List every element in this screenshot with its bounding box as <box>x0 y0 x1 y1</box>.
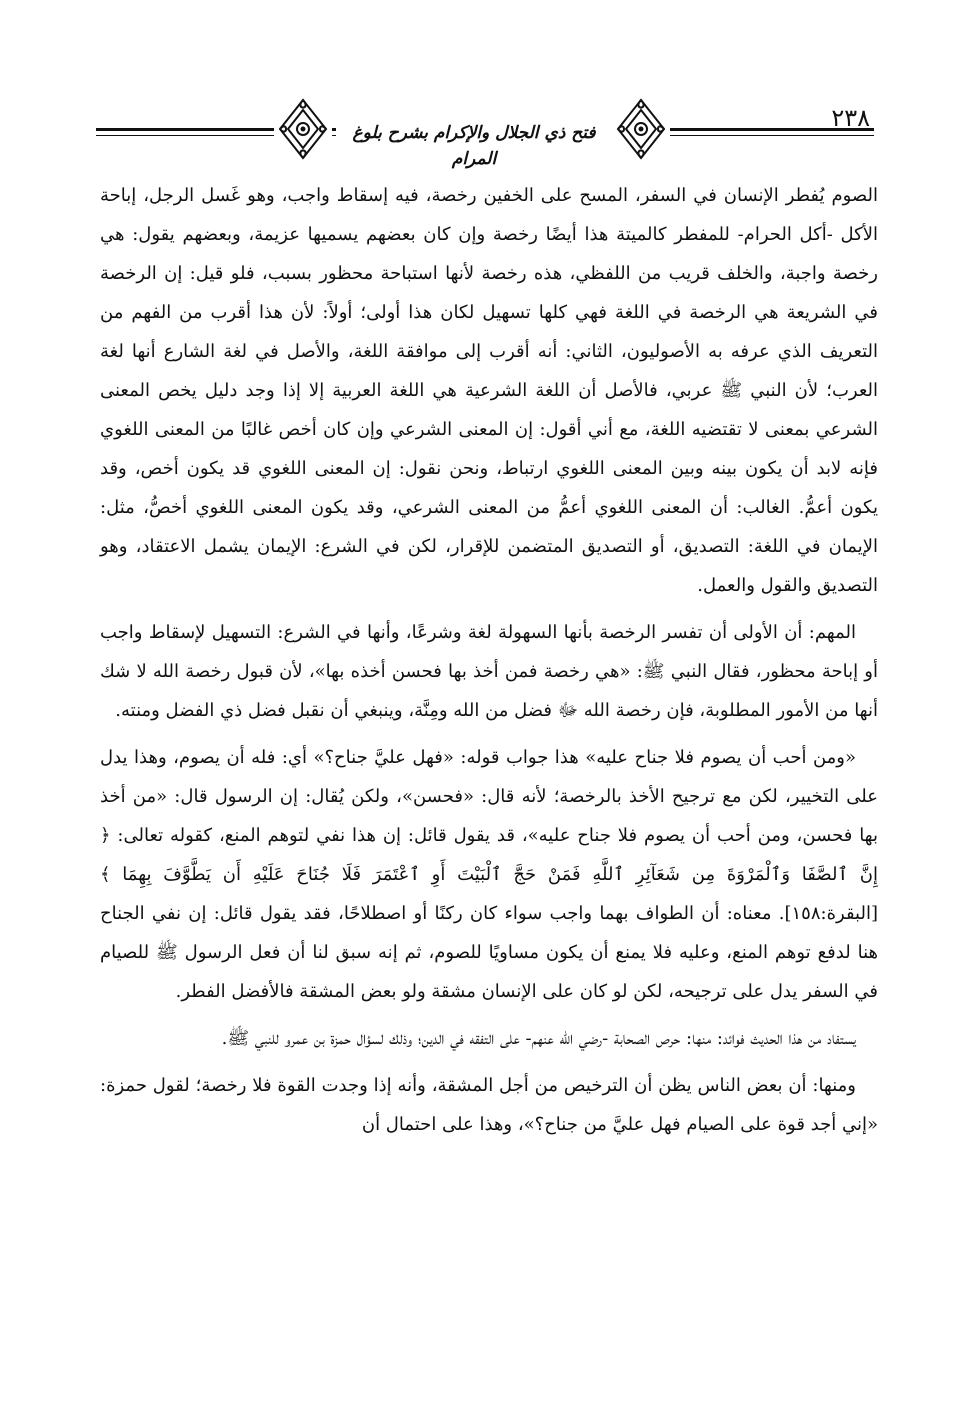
paragraph: المهم: أن الأولى أن تفسر الرخصة بأنها السهولة لغة وشرعًا، وأنها في الشرع: التسهيل لإسقاط واجب أو إباحة محظور، فقال النبي ﷺ: «هي رخصة فمن أخذ بها فحسن أخذه بها»، لأن قبول رخصة الله لا شك أنها من الأمور المطلوبة، فإن رخصة الله ﷻ فضل من الله ومِنَّة، وينبغي أن نقبل فضل ذي الفضل ومنته. <box>100 622 878 721</box>
book-title: فتح ذي الجلال والإكرام بشرح بلوغ المرام <box>336 120 612 172</box>
ornament-icon <box>274 96 332 162</box>
running-header <box>96 84 874 169</box>
paragraph: «ومن أحب أن يصوم فلا جناح عليه» هذا جواب قوله: «فهل عليَّ جناح؟» أي: فله أن يصوم، وهذا يدل على التخيير، لكن مع ترجيح الأخذ بالرخصة؛ لأنه قال: «فحسن»، ولكن يُقال: إن الرسول قال: «من أخذ بها فحسن، ومن أحب أن يصوم فلا جناح عليه»، قد يقول قائل: إن هذا نفي لتوهم المنع، كقوله تعالى: ﴿ إِنَّ ٱلصَّفَا وَٱلْمَرْوَةَ مِن شَعَآئِرِ ٱللَّهِ فَمَنْ حَجَّ ٱلْبَيْتَ أَوِ ٱعْتَمَرَ فَلَا جُنَاحَ عَلَيْهِ أَن يَطَّوَّفَ بِهِمَا ﴾ [البقرة:١٥٨]. معناه: أن الطواف بهما واجب سواء كان ركنًا أو اصطلاحًا، فقد يقول قائل: إن نفي الجناح هنا لدفع توهم المنع، وعليه فلا يمنع أن يكون مساويًا للصوم، ثم إنه سبق لنا أن فعل الرسول ﷺ للصيام في السفر يدل على ترجيحه، لكن لو كان على الإنسان مشقة ولو بعض المشقة فالأفضل الفطر. <box>100 747 878 1002</box>
paragraph: ومنها: أن بعض الناس يظن أن الترخيص من أجل المشقة، وأنه إذا وجدت القوة فلا رخصة؛ لقول حمزة: «إني أجد قوة على الصيام فهل عليَّ من جناح؟»، وهذا على احتمال أن <box>100 1075 878 1135</box>
paragraph: الصوم يُفطر الإنسان في السفر، المسح على الخفين رخصة، فيه إسقاط واجب، وهو غَسل الرجل، إباحة الأكل -أكل الحرام- للمفطر كالميتة هذا أيضًا رخصة وإن كان بعضهم يسميها عزيمة، وبعضهم يقول: هي رخصة واجبة، والخلف قريب من اللفظي، هذه رخصة لأنها استباحة محظور بسبب، فلو قيل: إن الرخصة في الشريعة هي الرخصة في اللغة فهي كلها تسهيل لكان هذا أولى؛ أولاً: لأن هذا أقرب من الفهم من التعريف الذي عرفه به الأصوليون، الثاني: أنه أقرب إلى موافقة اللغة، والأصل في لغة الشارع أنها لغة العرب؛ لأن النبي ﷺ عربي، فالأصل أن اللغة الشرعية هي اللغة العربية إلا إذا وجد دليل يخص المعنى الشرعي بمعنى لا تقتضيه اللغة، مع أني أقول: إن المعنى الشرعي وإن كان أخص غالبًا من المعنى اللغوي فإنه لابد أن يكون بينه وبين المعنى اللغوي ارتباط، ونحن نقول: إن المعنى اللغوي قد يكون أخص، وقد يكون أعمُّ. الغالب: أن المعنى اللغوي أعمُّ من المعنى الشرعي، وقد يكون المعنى اللغوي أخصُّ، مثل: الإيمان في اللغة: التصديق، أو التصديق المتضمن للإقرار، لكن في الشرع: الإيمان يشمل الاعتقاد، وهو التصديق والقول والعمل. <box>100 185 878 596</box>
paragraph: يستفاد من هذا الحديث فوائد: منها: حرص الصحابة -رضي الله عنهم- على التفقه في الدين؛ وذلك لسؤال حمزة بن عمرو للنبي ﷺ. <box>221 1028 856 1049</box>
page-number: ٢٣٨ <box>831 104 870 132</box>
ornament-icon <box>612 96 670 162</box>
page-body <box>100 176 878 1152</box>
